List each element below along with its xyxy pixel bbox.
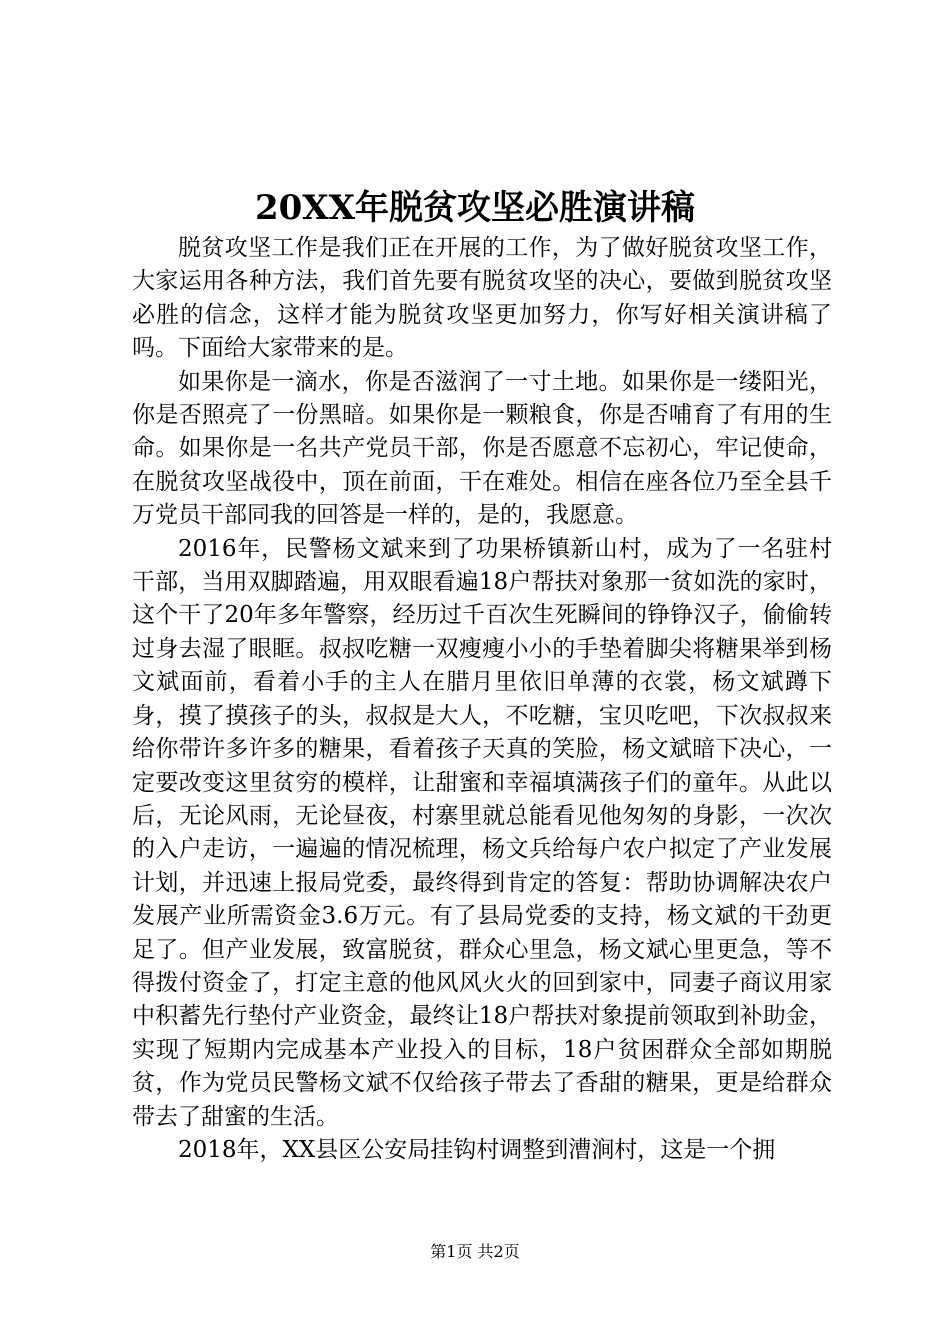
document-title: 20XX年脱贫攻坚必胜演讲稿	[254, 188, 696, 228]
paragraph-3: 2016年，民警杨文斌来到了功果桥镇新山村，成为了一名驻村干部，当用双脚踏遍，用双眼看遍18户帮扶对象那一贫如洗的家时，这个干了20年多年警察，经历过千百次生死瞬间的铮铮汉子，偷偷转过身去湿了眼眶。叔叔吃糖一双瘦瘦小小的手垫着脚尖将糖果举到杨文斌面前，看着小手的主人在腊月里依旧单薄的衣裳，杨文斌蹲下身，摸了摸孩子的头，叔叔是大人，不吃糖，宝贝吃吧，下次叔叔来给你带许多许多的糖果，看着孩子天真的笑脸，杨文斌暗下决心，一定要改变这里贫穷的模样，让甜蜜和幸福填满孩子们的童年。从此以后，无论风雨，无论昼夜，村寨里就总能看见他匆匆的身影，一次次的入户走访，一遍遍的情况梳理，杨文兵给每户农户拟定了产业发展计划，并迅速上报局党委，最终得到肯定的答复：帮助协调解决农户发展产业所需资金3.6万元。有了县局党委的支持，杨文斌的干劲更足了。但产业发展，致富脱贫，群众心里急，杨文斌心里更急，等不得拨付资金了，打定主意的他风风火火的回到家中，同妻子商议用家中积蓄先行垫付产业资金，最终让18户帮扶对象提前领取到补助金，实现了短期内完成基本产业投入的目标，18户贫困群众全部如期脱贫，作为党员民警杨文斌不仅给孩子带去了香甜的糖果，更是给群众带去了甜蜜的生活。	[132, 535, 832, 1130]
paragraph-2: 如果你是一滴水，你是否滋润了一寸土地。如果你是一缕阳光，你是否照亮了一份黑暗。如果你是一颗粮食，你是否哺育了有用的生命。如果你是一名共产党员干部，你是否愿意不忘初心，牢记使命，在脱贫攻坚战役中，顶在前面，干在难处。相信在座各位乃至全县千万党员干部同我的回答是一样的，是的，我愿意。	[132, 368, 832, 529]
paragraph-4: 2018年，XX县区公安局挂钩村调整到漕涧村，这是一个拥	[178, 1136, 776, 1163]
page-footer: 第1页 共2页	[430, 1242, 520, 1261]
paragraph-1: 脱贫攻坚工作是我们正在开展的工作，为了做好脱贫攻坚工作，大家运用各种方法，我们首先要有脱贫攻坚的决心，要做到脱贫攻坚必胜的信念，这样才能为脱贫攻坚更加努力，你写好相关演讲稿了吗。下面给大家带来的是。	[132, 235, 832, 362]
document-body	[132, 232, 832, 1167]
